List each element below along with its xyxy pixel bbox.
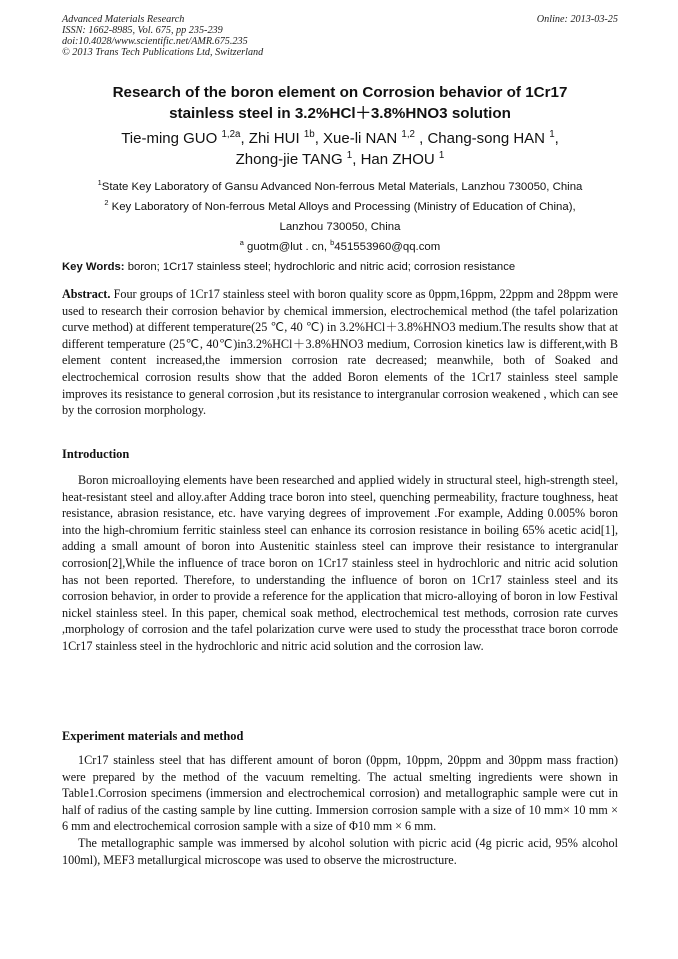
email-line (62, 237, 618, 257)
introduction-section (62, 472, 618, 655)
doi-line: doi:10.4028/www.scientific.net/AMR.675.235 (62, 36, 248, 47)
author-name: , Han ZHOU (352, 151, 435, 168)
keywords (62, 260, 618, 275)
author-line-2 (62, 149, 618, 170)
copyright-line: © 2013 Trans Tech Publications Ltd, Switzerland (62, 47, 264, 58)
affiliation-1 (62, 177, 618, 197)
affiliation-2-text: Key Laboratory of Non-ferrous Metal Alloys and Processing (Ministry of Education of China), (108, 201, 576, 213)
affiliation-2-city: Lanzhou 730050, China (279, 221, 401, 233)
author-name: Tie-ming GUO (121, 130, 218, 147)
author-affil-mark: 1b (303, 129, 315, 140)
author-affil-mark: 1 (346, 150, 353, 161)
introduction-paragraph: Boron microalloying elements have been researched and applied widely in structural steel, high-strength steel, heat-resistant steel and alloy.after Adding trace boron into steel, quenching permeability, fracture toughness, heat resistance, abrasion resistance, etc. have varying degrees of improvement .For example, Adding 0.005% boron into the high-chromium ferritic stainless steel can enhance its corrosion resistance in boiling 65% acetic acid[1], adding a small amount of boron into Austenitic stainless steel can improve their resistance to intergranular corrosion[2],While the influence of trace boron on 1Cr17 stainless steel in hydrochloric and nitric acid solution has not been reported. Therefore, to understanding the influence of boron on 1Cr17 stainless steel and its corrosion behavior, in order to provide a reference for the application that micro-alloying of boron in low Festival nickel stainless steel. In this paper, chemical soak method, electrochemical test methods, corrosion rate curves ,morphology of corrosion and the tafel polarization curve were used to study the processthat trace boron corrode 1Cr17 stainless steel in the hydrochloric and nitric acid solution and the corrosion law. (62, 473, 618, 653)
experiment-paragraph-2: The metallographic sample was immersed by alcohol solution with picric acid (4g picric acid, 95% alcohol 100ml), MEF3 metallurgical microscope was used to observe the microstructure. (62, 835, 618, 867)
title-line-2: stainless steel in 3.2%HCl＋3.8%HNO3 solution (169, 105, 511, 122)
affiliations (62, 177, 618, 257)
author-name: , Xue-li NAN (314, 130, 398, 147)
keywords-label: Key Words: (62, 261, 125, 273)
experiment-paragraph-1: 1Cr17 stainless steel that has different amount of boron (0ppm, 10ppm, 20ppm and 30ppm mass fraction) were prepared by the method of the vacuum remelting. The actual smelting ingredients were shown in Table1.Corrosion specimens (immersion and electrochemical corrosion) and metallographic sample were cut in half of radius of the casting sample by line cutting. Immersion corrosion sample with a size of 10 mm× 10 mm × 6 mm and electrochemical corrosion sample with a size of Φ10 mm × 6 mm. (62, 753, 618, 834)
author-line-1: Tie-ming GUO $^{1,2a}$, Zhi HUI $^{1b}$, Xue-li NAN $^{1,2}$ , Chang-song HAN $^1$, (121, 129, 559, 147)
author-affil-mark: 1,2 (401, 129, 415, 140)
email-a: guotm@lut . cn, (243, 241, 331, 253)
author-list (62, 128, 618, 170)
author-name: , Zhi HUI (240, 130, 300, 147)
abstract-text: Four groups of 1Cr17 stainless steel with boron quality score as 0ppm,16ppm, 22ppm and 28ppm were used to research their corrosion behavior by chemical immersion, electrochemical method (the tafel polarization curve method) at different temperature(25 ℃, 40 ℃) in 3.2%HCl＋3.8%HNO3 medium.The results show that at different temperature (25℃, 40℃)in3.2%HCl＋3.8%HNO3 medium, Corrosion kinetics law is different,with B element content increased,the immersion corrosion rate decreased; meanwhile, both of Soaked and electrochemical corrosion results show that the added Boron elements of the 1Cr17 stainless steel sample improves its resistance to general corrosion ,but its resistance to intergranular corrosion weakened , which can see by the corrosion morphology. (62, 287, 618, 418)
online-date: Online: 2013-03-25 (536, 14, 618, 25)
affil-mark: 2 (104, 198, 109, 208)
journal-header (62, 14, 618, 58)
paper-title (62, 82, 618, 124)
author-name: Zhong-jie TANG (235, 151, 343, 168)
section-heading-introduction: Introduction (62, 447, 130, 461)
email-mark: a (239, 238, 244, 248)
journal-name: Advanced Materials Research (62, 14, 185, 25)
affiliation-1-text: State Key Laboratory of Gansu Advanced Non-ferrous Metal Materials, Lanzhou 730050, China (101, 181, 583, 193)
experiment-section (62, 752, 618, 868)
email-mark: b (330, 238, 335, 248)
issn-line: ISSN: 1662-8985, Vol. 675, pp 235-239 (62, 25, 223, 36)
author-name: , Chang-song HAN (414, 130, 546, 147)
affil-mark: 1 (97, 178, 102, 188)
author-affil-mark: 1,2a (221, 129, 241, 140)
author-affil-mark: 1 (549, 129, 555, 140)
author-affil-mark: 1 (438, 150, 445, 161)
affiliation-2 (62, 197, 618, 217)
abstract (62, 286, 618, 419)
title-line-1: Research of the boron element on Corrosion behavior of 1Cr17 (112, 84, 568, 101)
abstract-label: Abstract. (62, 287, 111, 301)
email-b: 451553960@qq.com (334, 241, 441, 253)
keywords-text: boron; 1Cr17 stainless steel; hydrochloric and nitric acid; corrosion resistance (124, 261, 516, 273)
section-heading-experiment: Experiment materials and method (62, 729, 244, 743)
